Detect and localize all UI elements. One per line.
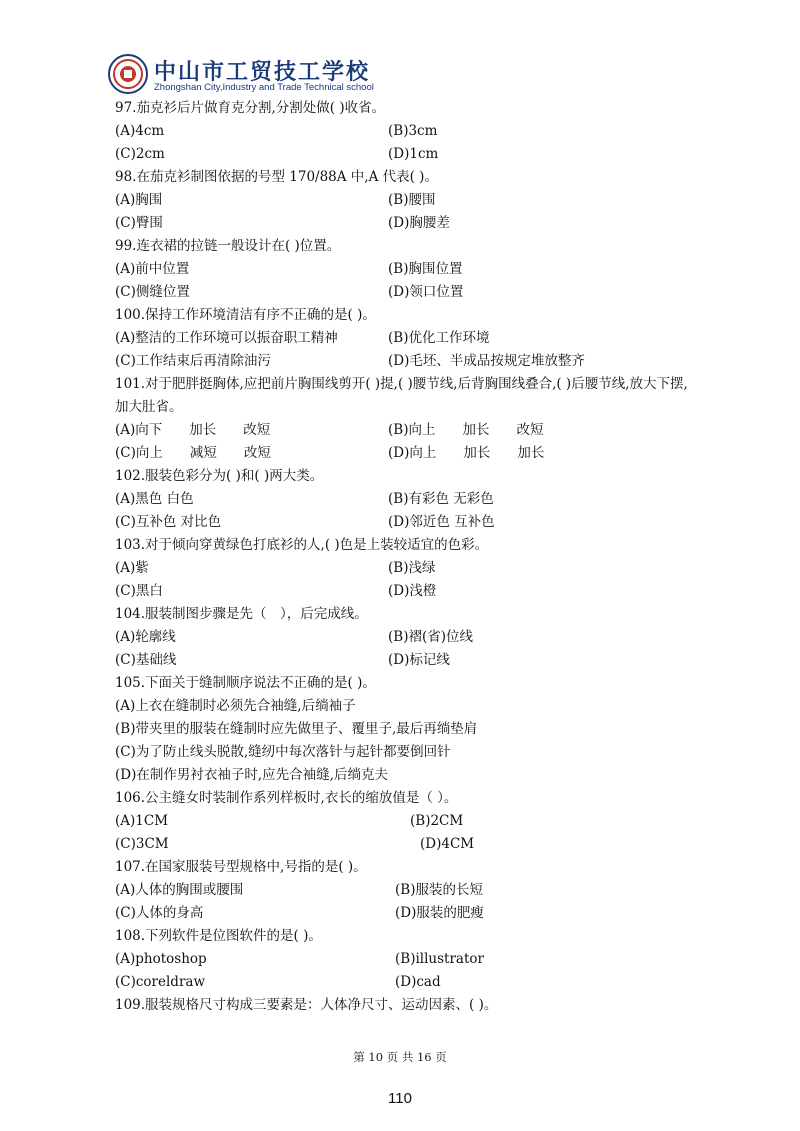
school-logo-icon [108, 54, 148, 94]
option-d: (D)领口位置 [388, 284, 464, 300]
options-row [115, 419, 695, 442]
option-d: (D)胸腰差 [388, 215, 450, 231]
options-row [115, 442, 695, 465]
options-row [115, 948, 695, 971]
question-101: 101.对于肥胖挺胸体,应把前片胸围线剪开( )提,( )腰节线,后背胸围线叠合,( )后腰节线,放大下摆,加大肚省。 [115, 376, 688, 415]
option-d: (D)标记线 [388, 652, 450, 668]
option-a: (A)黑色 白色 [115, 491, 194, 507]
option-c: (C)侧缝位置 [115, 284, 190, 300]
options-row [115, 810, 695, 833]
options-row [115, 580, 695, 603]
question-99: 99.连衣裙的拉链一般设计在( )位置。 [115, 238, 341, 254]
option-b: (B)有彩色 无彩色 [388, 491, 494, 507]
option-a: (A)整洁的工作环境可以振奋职工精神 [115, 330, 338, 346]
options-row [115, 281, 695, 304]
school-name-cn: 中山市工贸技工学校 [154, 60, 371, 85]
options-row [115, 488, 695, 511]
option-a: (A)前中位置 [115, 261, 190, 277]
option-d: (D)cad [395, 974, 441, 990]
option-a: (A)photoshop [115, 951, 207, 967]
options-row [115, 902, 695, 925]
option-a: (A)4cm [115, 123, 165, 139]
option-b: (B)浅绿 [388, 560, 436, 576]
option-d: (D)服装的肥瘦 [395, 905, 484, 921]
option-b: (B)优化工作环境 [388, 330, 490, 346]
option-b: (B)腰围 [388, 192, 436, 208]
option-a: (A)胸围 [115, 192, 163, 208]
option-c: (C)2cm [115, 146, 165, 162]
option-b: (B)带夹里的服装在缝制时应先做里子、覆里子,最后再绱垫肩 [115, 721, 478, 737]
question-105: 105.下面关于缝制顺序说法不正确的是( )。 [115, 675, 376, 691]
option-c: (C)黑白 [115, 583, 163, 599]
options-row [115, 511, 695, 534]
option-c: (C)工作结束后再清除油污 [115, 353, 271, 369]
options-row [115, 143, 695, 166]
question-108: 108.下列软件是位图软件的是( )。 [115, 928, 322, 944]
option-c: (C)臀围 [115, 215, 163, 231]
question-103: 103.对于倾向穿黄绿色打底衫的人,( )色是上装较适宜的色彩。 [115, 537, 489, 553]
question-98: 98.在茄克衫制图依据的号型 170/88A 中,A 代表( )。 [115, 169, 438, 185]
question-102: 102.服装色彩分为( )和( )两大类。 [115, 468, 324, 484]
option-a: (A)1CM [115, 813, 169, 829]
option-a: (A)轮廓线 [115, 629, 176, 645]
question-106: 106.公主缝女时装制作系列样板时,衣长的缩放值是（ ）。 [115, 790, 458, 806]
option-c: (C)基础线 [115, 652, 177, 668]
option-c: (C)人体的身高 [115, 905, 204, 921]
options-row [115, 350, 695, 373]
school-header [108, 54, 468, 94]
options-row [115, 971, 695, 994]
options-row [115, 649, 695, 672]
options-row [115, 189, 695, 212]
option-a: (A)向下 加长 改短 [115, 422, 271, 438]
options-row [115, 833, 695, 856]
option-d: (D)1cm [388, 146, 439, 162]
option-d: (D)4CM [420, 836, 475, 852]
option-c: (C)向上 减短 改短 [115, 445, 271, 461]
option-d: (D)毛坯、半成品按规定堆放整齐 [388, 353, 585, 369]
option-d: (D)在制作男衬衣袖子时,应先合袖缝,后绱克夫 [115, 767, 388, 783]
option-b: (B)褶(省)位线 [388, 629, 473, 645]
page-number: 110 [388, 1090, 412, 1107]
school-name-en: Zhongshan City,Industry and Trade Technical school [154, 82, 374, 93]
options-row [115, 626, 695, 649]
option-c: (C)为了防止线头脱散,缝纫中每次落针与起针都要倒回针 [115, 744, 451, 760]
options-row [115, 212, 695, 235]
options-row [115, 557, 695, 580]
option-b: (B)胸围位置 [388, 261, 463, 277]
option-d: (D)浅橙 [388, 583, 437, 599]
option-b: (B)illustrator [395, 951, 484, 967]
options-row [115, 327, 695, 350]
option-b: (B)2CM [410, 813, 464, 829]
option-b: (B)3cm [388, 123, 438, 139]
option-c: (C)coreldraw [115, 974, 206, 990]
option-d: (D)邻近色 互补色 [388, 514, 495, 530]
option-c: (C)互补色 对比色 [115, 514, 222, 530]
page-info: 第 10 页 共 16 页 [353, 1050, 447, 1064]
option-d: (D)向上 加长 加长 [388, 445, 545, 461]
question-list [115, 97, 695, 1017]
option-a: (A)紫 [115, 560, 149, 576]
question-104: 104.服装制图步骤是先（ ），后完成线。 [115, 606, 368, 622]
option-a: (A)上衣在缝制时必须先合袖缝,后绱袖子 [115, 698, 356, 714]
question-107: 107.在国家服装号型规格中,号指的是( )。 [115, 859, 367, 875]
option-b: (B)向上 加长 改短 [388, 422, 544, 438]
question-97: 97.茄克衫后片做育克分割,分割处做( )收省。 [115, 100, 386, 116]
option-a: (A)人体的胸围或腰围 [115, 882, 244, 898]
question-100: 100.保持工作环境清洁有序不正确的是( )。 [115, 307, 376, 323]
option-c: (C)3CM [115, 836, 169, 852]
option-b: (B)服装的长短 [395, 882, 483, 898]
options-row [115, 258, 695, 281]
question-109: 109.服装规格尺寸构成三要素是：人体净尺寸、运动因素、( )。 [115, 997, 498, 1013]
options-row [115, 120, 695, 143]
options-row [115, 879, 695, 902]
